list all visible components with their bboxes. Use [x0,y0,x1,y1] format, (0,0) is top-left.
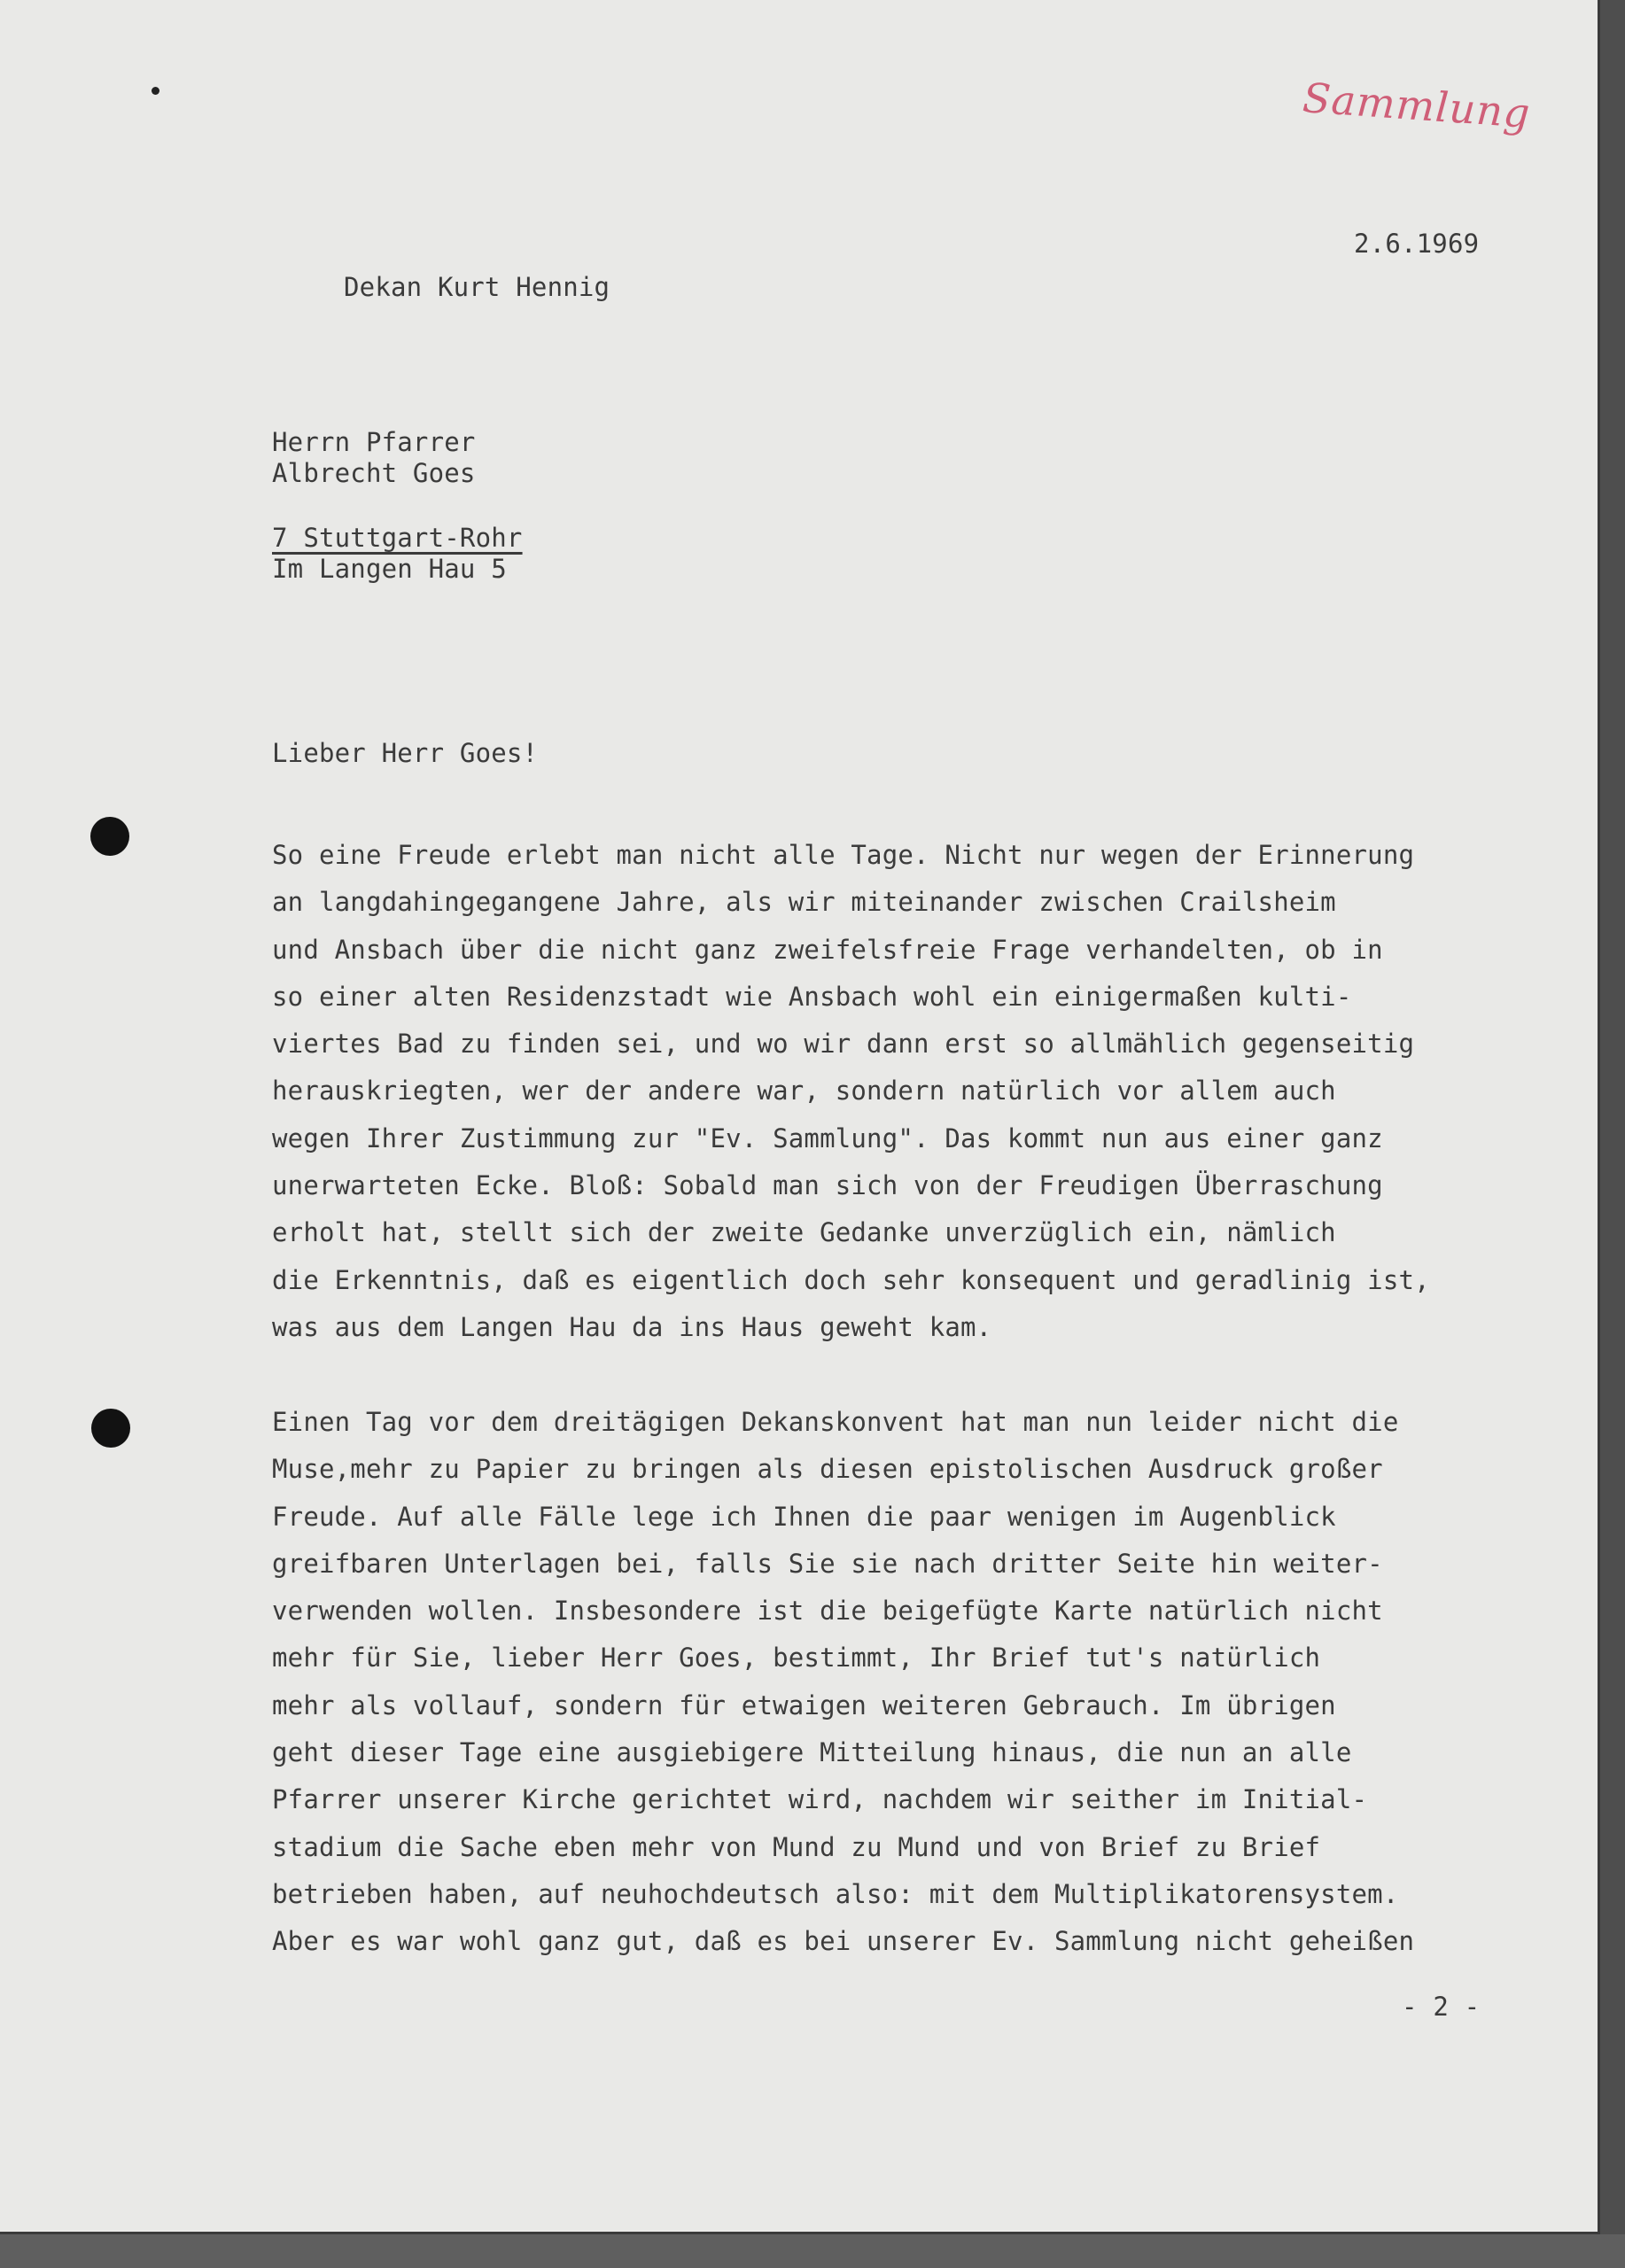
body-paragraph-1 [272,840,1430,1359]
ink-dot [152,87,159,95]
text-line: greifbaren Unterlagen bei, falls Sie sie nach dritter Seite hin weiter- [272,1548,1383,1579]
text-line: so einer alten Residenzstadt wie Ansbach wohl ein einigermaßen kulti- [272,981,1352,1012]
page-number: - 2 - [1402,1992,1481,2022]
text-line: herauskriegten, wer der andere war, sondern natürlich vor allem auch [272,1076,1336,1107]
recipient-street: Im Langen Hau 5 [272,554,507,584]
text-line: die Erkenntnis, daß es eigentlich doch sehr konsequent und geradlinig ist, [272,1264,1430,1295]
text-line: Muse,mehr zu Papier zu bringen als diesen epistolischen Ausdruck großer [272,1454,1383,1485]
recipient-title: Herrn Pfarrer [272,427,476,457]
body-paragraph-2 [272,1407,1414,1974]
text-line: was aus dem Langen Hau da ins Haus geweht kam. [272,1311,992,1342]
text-line: betrieben haben, auf neuhochdeutsch also: mit dem Multiplikatorensystem. [272,1878,1399,1909]
text-line: unerwarteten Ecke. Bloß: Sobald man sich von der Freudigen Überraschung [272,1170,1383,1201]
text-line: erholt hat, stellt sich der zweite Gedanke unverzüglich ein, nämlich [272,1217,1336,1248]
text-line: mehr für Sie, lieber Herr Goes, bestimmt, Ihr Brief tut's natürlich [272,1643,1321,1674]
text-line: geht dieser Tage eine ausgiebigere Mitteilung hinaus, die nun an alle [272,1737,1352,1768]
recipient-city: 7 Stuttgart-Rohr [272,523,523,553]
punch-hole-upper [90,817,129,856]
letter-date: 2.6.1969 [1354,229,1480,259]
text-line: Freude. Auf alle Fälle lege ich Ihnen die paar wenigen im Augenblick [272,1501,1336,1532]
text-line: Pfarrer unserer Kirche gerichtet wird, nachdem wir seither im Initial- [272,1784,1368,1815]
salutation: Lieber Herr Goes! [272,738,539,768]
text-line: mehr als vollauf, sondern für etwaigen weiteren Gebrauch. Im übrigen [272,1689,1336,1720]
handwritten-annotation: Sammlung [1301,74,1533,137]
text-line: wegen Ihrer Zustimmung zur "Ev. Sammlung". Das kommt nun aus einer ganz [272,1122,1383,1153]
text-line: Einen Tag vor dem dreitägigen Dekanskonvent hat man nun leider nicht die [272,1407,1399,1437]
text-line: und Ansbach über die nicht ganz zweifelsfreie Frage verhandelten, ob in [272,934,1383,965]
text-line: viertes Bad zu finden sei, und wo wir dann erst so allmählich gegenseitig [272,1029,1415,1060]
text-line: verwenden wollen. Insbesondere ist die beigefügte Karte natürlich nicht [272,1596,1383,1627]
punch-hole-lower [91,1409,130,1448]
scan-border-bottom [0,2234,1625,2268]
recipient-name: Albrecht Goes [272,458,476,488]
text-line: So eine Freude erlebt man nicht alle Tage. Nicht nur wegen der Erinnerung [272,840,1415,870]
sender-name: Dekan Kurt Hennig [344,272,610,302]
text-line: Aber es war wohl ganz gut, daß es bei unserer Ev. Sammlung nicht geheißen [272,1926,1415,1957]
text-line: stadium die Sache eben mehr von Mund zu Mund und von Brief zu Brief [272,1831,1321,1862]
text-line: an langdahingegangene Jahre, als wir miteinander zwischen Crailsheim [272,887,1336,918]
scan-border-right [1600,0,1625,2268]
